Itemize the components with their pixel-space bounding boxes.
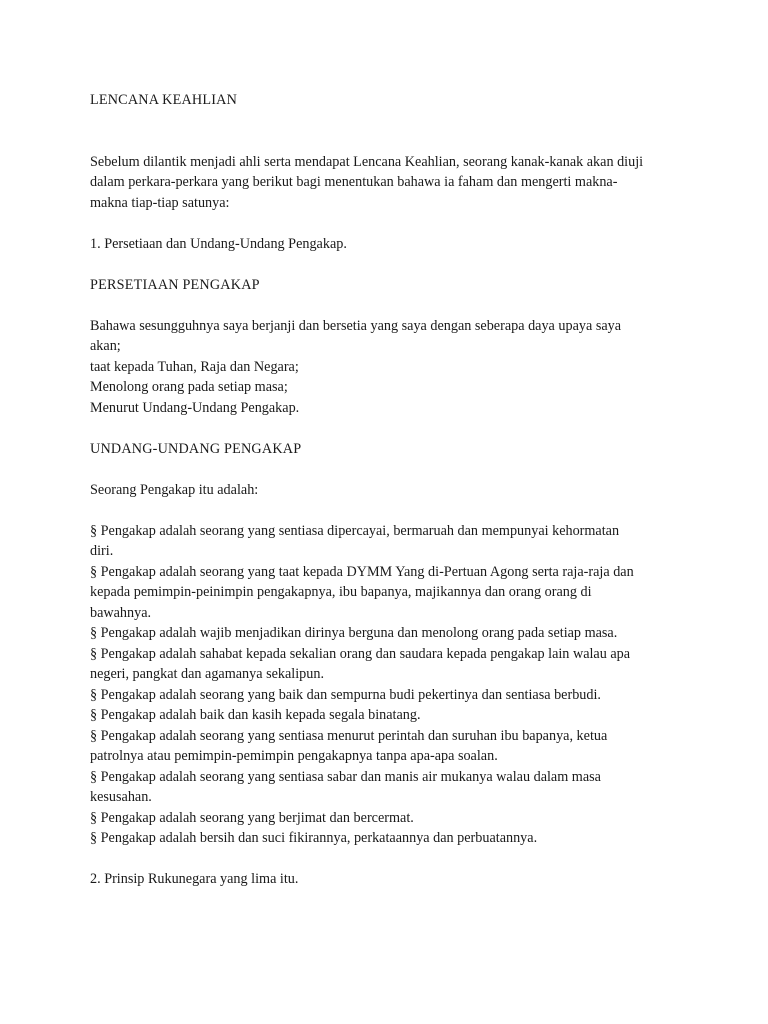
persetiaan-line: Bahawa sesungguhnya saya berjanji dan bersetia yang saya dengan seberapa daya upaya saya <box>90 317 622 334</box>
undang-line: kepada pemimpin-peinimpin pengakapnya, ibu bapanya, majikannya dan orang orang di <box>90 584 592 600</box>
undang-line: § Pengakap adalah seorang yang sentiasa dipercayai, bermaruah dan mempunyai kehormatan <box>90 522 620 539</box>
document-page <box>90 90 680 890</box>
spacer <box>90 213 680 234</box>
spacer <box>90 500 680 521</box>
undang-line: negeri, pangkat dan agamanya sekalipun. <box>90 666 325 682</box>
section-heading-persetiaan: PERSETIAAN PENGAKAP <box>90 276 260 293</box>
list-item-1: 1. Persetiaan dan Undang-Undang Pengakap. <box>90 235 347 252</box>
undang-line: § Pengakap adalah seorang yang taat kepada DYMM Yang di-Pertuan Agong serta raja-raja dan <box>90 563 634 580</box>
undang-line: patrolnya atau pemimpin-pemimpin pengakapnya tanpa apa-apa soalan. <box>90 748 498 764</box>
spacer <box>90 111 680 152</box>
section-heading-undang: UNDANG-UNDANG PENGAKAP <box>90 440 302 457</box>
undang-line: bawahnya. <box>90 604 152 621</box>
spacer <box>90 849 680 870</box>
undang-line: § Pengakap adalah baik dan kasih kepada segala binatang. <box>90 707 421 723</box>
intro-line-2: dalam perkara-perkara yang berikut bagi menentukan bahawa ia faham dan mengerti makna- <box>90 174 618 190</box>
undang-line: § Pengakap adalah sahabat kepada sekalian orang dan saudara kepada pengakap lain walau apa <box>90 645 631 662</box>
undang-line: § Pengakap adalah bersih dan suci fikirannya, perkataannya dan perbuatannya. <box>90 830 538 846</box>
undang-line: kesusahan. <box>90 789 152 805</box>
persetiaan-line: Menurut Undang-Undang Pengakap. <box>90 399 300 416</box>
persetiaan-line: Menolong orang pada setiap masa; <box>90 379 288 395</box>
undang-line: § Pengakap adalah seorang yang baik dan sempurna budi pekertinya dan sentiasa berbudi. <box>90 686 601 703</box>
spacer <box>90 418 680 439</box>
undang-line: § Pengakap adalah wajib menjadikan dirinya berguna dan menolong orang pada setiap masa. <box>90 625 618 641</box>
spacer <box>90 295 680 316</box>
undang-intro: Seorang Pengakap itu adalah: <box>90 481 259 498</box>
document-title: LENCANA KEAHLIAN <box>90 92 238 108</box>
undang-line: § Pengakap adalah seorang yang sentiasa menurut perintah dan suruhan ibu bapanya, ketua <box>90 727 608 744</box>
persetiaan-line: akan; <box>90 338 121 354</box>
spacer <box>90 254 680 275</box>
spacer <box>90 459 680 480</box>
persetiaan-line: taat kepada Tuhan, Raja dan Negara; <box>90 358 299 375</box>
undang-line: diri. <box>90 543 114 559</box>
intro-line-1: Sebelum dilantik menjadi ahli serta mendapat Lencana Keahlian, seorang kanak-kanak akan diuji <box>90 153 644 170</box>
undang-line: § Pengakap adalah seorang yang sentiasa sabar dan manis air mukanya walau dalam masa <box>90 768 601 785</box>
undang-line: § Pengakap adalah seorang yang berjimat dan bercermat. <box>90 809 414 826</box>
list-item-2: 2. Prinsip Rukunegara yang lima itu. <box>90 871 299 887</box>
intro-line-3: makna tiap-tiap satunya: <box>90 194 230 211</box>
